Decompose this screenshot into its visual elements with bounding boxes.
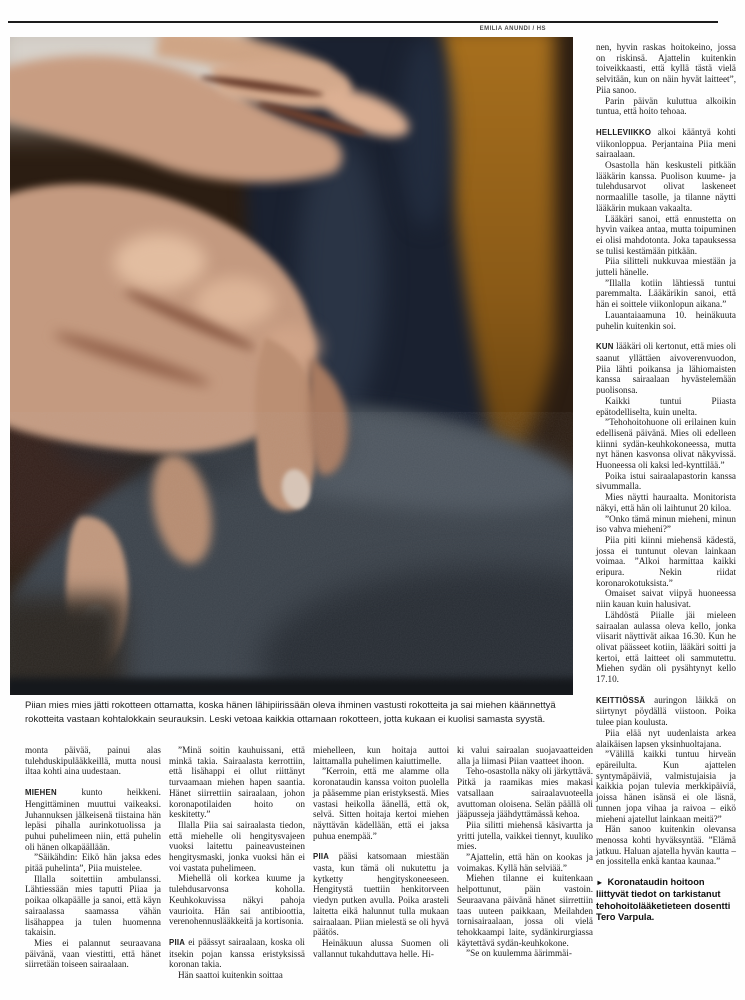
section-lead-paragraph: PIIA pääsi katsomaan miestään vasta, kun tämä oli nukutettu ja kytketty hengityskoneeseen. Hengitystä tuettiin henkitorveen viedyn putken avulla. Poika arasteli laitetta eikä halunnut tulla mukaan sairaalaan. Piian mielestä se oli hyvä päätös. <box>313 851 449 938</box>
paragraph: Lähdöstä Piialle jäi mieleen sairaalan aulassa oleva kello, jonka viisarit näyttivät aikaa 16.30. Kun he olivat päässeet kotiin, lääkäri soitti ja kertoi, että laitteet oli sammutettu. Miehen sydän oli pysähtynyt kello 17.10. <box>596 609 736 685</box>
photo-caption: Piian mies mies jätti rokotteen ottamatta, koska hänen lähipiirissään oleva ihminen vastusti rokotteita ja sai miehen käännettyä rokotteita vastaan kohtalokkain seurauksin. Leski vetoaa kaikkia ottamaan rokotteen, jotta kukaan ei kuolisi samasta syystä. <box>25 700 556 725</box>
paragraph: Parin päivän kuluttua alkoikin tuntua, että hoito tehoaa. <box>596 95 736 117</box>
fact-check-note: ► Koronataudin hoitoon liittyvät tiedot on tarkistanut tehohoitolääketieteen dosentti Tero Varpula. <box>596 877 731 923</box>
article-photo <box>10 37 573 695</box>
section-lead-paragraph: KEITTIÖSSÄ auringon läikkä on siirtynyt pöydällä viistoon. Poika tulee pian koulusta. <box>596 694 736 728</box>
paragraph: Osastolla hän keskusteli pitkään lääkärin kanssa. Puolison kuume- ja tulehdusarvot olivat laskeneet normaalille tasolle, ja tilanne näytti lääkärin mukaan vakaalta. <box>596 160 736 213</box>
paragraph: Hän sanoo kuitenkin olevansa menossa kohti hyväksyntää. ”Elämä jatkuu. Haluan ajatella hyvän kautta – en jossitella enkä kantaa kaunaa.” <box>596 824 736 867</box>
section-lead-word: KEITTIÖSSÄ <box>596 695 655 705</box>
article-column-right <box>596 42 736 924</box>
section-lead-word: PIIA <box>313 852 339 862</box>
hands-on-knee-photo-illustration <box>10 37 573 695</box>
section-lead-paragraph: PIIA ei päässyt sairaalaan, koska oli itsekin pojan kanssa eristyksissä koronan takia. <box>169 936 305 970</box>
paragraph: Lauantaiaamuna 10. heinäkuuta puhelin kuitenkin soi. <box>596 309 736 331</box>
top-rule <box>8 21 718 23</box>
article-column-4 <box>457 745 593 959</box>
paragraph: Kaikki tuntui Piiasta epätodelliselta, kuin unelta. <box>596 395 736 417</box>
paragraph: Piia silitteli nukkuvaa miestään ja jutteli hänelle. <box>596 256 736 278</box>
paragraph: ki valui sairaalan suojavaatteiden alla ja liimasi Piian vaatteet ihoon. <box>457 745 593 766</box>
right-pointer-icon: ► <box>596 878 606 888</box>
paragraph: Piia silitti miehensä käsivartta ja yritti jutella, vaikkei tiennyt, kuuliko mies. <box>457 819 593 852</box>
photo-credit: EMILIA ANUNDI / HS <box>479 26 546 32</box>
paragraph: ”Illalla kotiin lähtiessä tuntui paremmalta. Lääkärikin sanoi, että hän ei soittele viikonlopun aikana.” <box>596 277 736 310</box>
section-lead-word: MIEHEN <box>25 788 82 798</box>
article-column-1 <box>25 745 161 970</box>
section-lead-word: HELLEVIIKKO <box>596 127 658 137</box>
section-lead-paragraph: KUN lääkäri oli kertonut, että mies oli saanut yllättäen aivoverenvuodon, Piia lähti poikansa ja lähiomaisten kanssa sairaalaan hyvästelemään puolisonsa. <box>596 341 737 396</box>
paragraph: Mies näytti hauraalta. Monitorista näkyi, että hän oli laihtunut 20 kiloa. <box>596 492 736 513</box>
paragraph: ”Säikähdin: Eikö hän jaksa edes pitää puhelinta”, Piia muistelee. <box>25 852 161 874</box>
section-lead-word: KUN <box>596 342 617 352</box>
paragraph: monta päivää, painui alas tulehduskipulääkkeillä, mutta nousi iltaa kohti aina uudestaan. <box>25 745 161 777</box>
paragraph: Illalla soitettiin ambulanssi. Lähtiessään mies taputti Piiaa ja poikaa olkapäälle ja sanoi, että käyn sairaalassa saamassa vähän lisähappea ja tulen huomenna takaisin. <box>25 873 161 938</box>
paragraph: miehelleen, kun hoitaja auttoi laittamalla puhelimen kaiuttimelle. <box>313 745 449 766</box>
paragraph: ”Kerroin, että me alamme olla koronataudin kanssa voiton puolella ja pääsemme pian eristyksestä. Mies vastasi heikolla äänellä, että ok, selvä. Sitten hoitaja kertoi miehen näyttävän kädellään, että ei jaksa puhua enempää.” <box>313 766 449 841</box>
paragraph: ”Se on kuulemma äärimmäi- <box>466 948 572 959</box>
paragraph: Illalla Piia sai sairaalasta tiedon, että miehelle oli hengitysvajeen vuoksi laitettu paineavusteinen hengitysmaski, jonka vuoksi hän ei voi vastata puhelimeen. <box>169 819 305 873</box>
article-column-3 <box>313 745 449 959</box>
paragraph: Teho-osastolla näky oli järkyttävä. Pitkä ja raamikas mies makasi vatsallaan sairaalavuoteella avuttoman oloisena. Selän päällä oli jääpusseja jäähdyttämässä kehoa. <box>457 766 593 820</box>
paragraph: ”Onko tämä minun mieheni, minun iso vahva mieheni?” <box>596 513 736 535</box>
paragraph: ”Minä soitin kauhuissani, että minkä takia. Sairaalasta kerrottiin, että lisähappi ei ollut riittänyt turvaamaan miehen hapen saantia. Hänet siirrettiin sairaalaan, johon koronapotilaiden hoito on keskitetty.” <box>169 745 305 820</box>
paragraph: Miehen tilanne ei kuitenkaan helpottunut, päin vastoin. Seuraavana päivänä hänet siirrettiin taas uuteen paikkaan, Meilahden tornisairaalaan, jossa oli vielä tehokkaampi laite, sydänkirurgiassa käytettävä sydän-keuhkokone. <box>457 873 593 948</box>
paragraph: Poika istui sairaalapastorin kanssa sivummalla. <box>596 470 736 492</box>
section-lead-paragraph: HELLEVIIKKO alkoi kääntyä kohti viikonloppua. Perjantaina Piia meni sairaalaan. <box>596 126 736 160</box>
paragraph: nen, hyvin raskas hoitokeino, jossa on riskinsä. Ajattelin kuitenkin toiveikkaasti, että kyllä tästä vielä selvitään, kun on näin hyvät laitteet”, Piia sanoo. <box>596 42 736 95</box>
paragraph: Heinäkuun alussa Suomen oli vallannut tukahduttava helle. Hi- <box>313 937 449 959</box>
paragraph: Mies ei palannut seuraavana päivänä, vaan viestitti, että hänet siirretään toiseen sairaalaan. <box>25 937 161 970</box>
section-lead-paragraph: MIEHEN kunto heikkeni. Hengittäminen muuttui vaikeaksi. Juhannuksen jälkeisenä tiistaina hän lepäsi pihalla aurinkotuolissa ja puhui puhelimeen niin, että puhelin oli hänen olkapäällään. <box>25 787 161 852</box>
article-column-2 <box>169 745 305 981</box>
paragraph: Omaiset saivat viipyä huoneessa niin kauan kuin halusivat. <box>596 588 736 610</box>
paragraph: Hän saattoi kuitenkin soittaa <box>178 970 283 981</box>
section-lead-word: PIIA <box>169 937 189 947</box>
paragraph: ”Välillä kaikki tuntuu hirveän epäreilulta. Kun ajattelen syntymäpäiviä, valmistujaisia ja kaikkia pojan tulevia merkkipäiviä, joissa hänen isänsä ei ole läsnä, tunnen jopa vihaa ja raivoa – eikö mieheni ajatellut lainkaan meitä?” <box>596 749 736 824</box>
paragraph: Lääkäri sanoi, että ennustetta on hyvin vaikea antaa, mutta toipuminen ei olisi mahdotonta. Joka tapauksessa se tulisi kestämään pitkään. <box>596 213 736 256</box>
paragraph: ”Ajattelin, että hän on kookas ja voimakas. Kyllä hän selviää.” <box>457 852 593 873</box>
paragraph: ”Tehohoitohuone oli erilainen kuin edellisenä päivänä. Mies oli edelleen kiinni sydän-keuhkokoneessa, mutta nyt hänen kasvonsa olivat näkyvissä. Huoneessa oli kaksi led-kynttilää.” <box>596 417 736 471</box>
paragraph: Piia elää nyt uudenlaista arkea alaikäisen lapsen yksinhuoltajana. <box>596 727 736 749</box>
paragraph: Piia piti kiinni miehensä kädestä, jossa ei tuntunut olevan lainkaan voimaa. ”Alkoi harmittaa kaikki eripura. Nekin riidat koronarokotuksista.” <box>596 534 736 588</box>
paragraph: Miehellä oli korkea kuume ja tulehdusarvonsa koholla. Keuhkokuvissa näkyi pahoja vaurioita. Hän sai antibioottia, verenohennuslääkkeitä ja kortisonia. <box>169 873 305 927</box>
